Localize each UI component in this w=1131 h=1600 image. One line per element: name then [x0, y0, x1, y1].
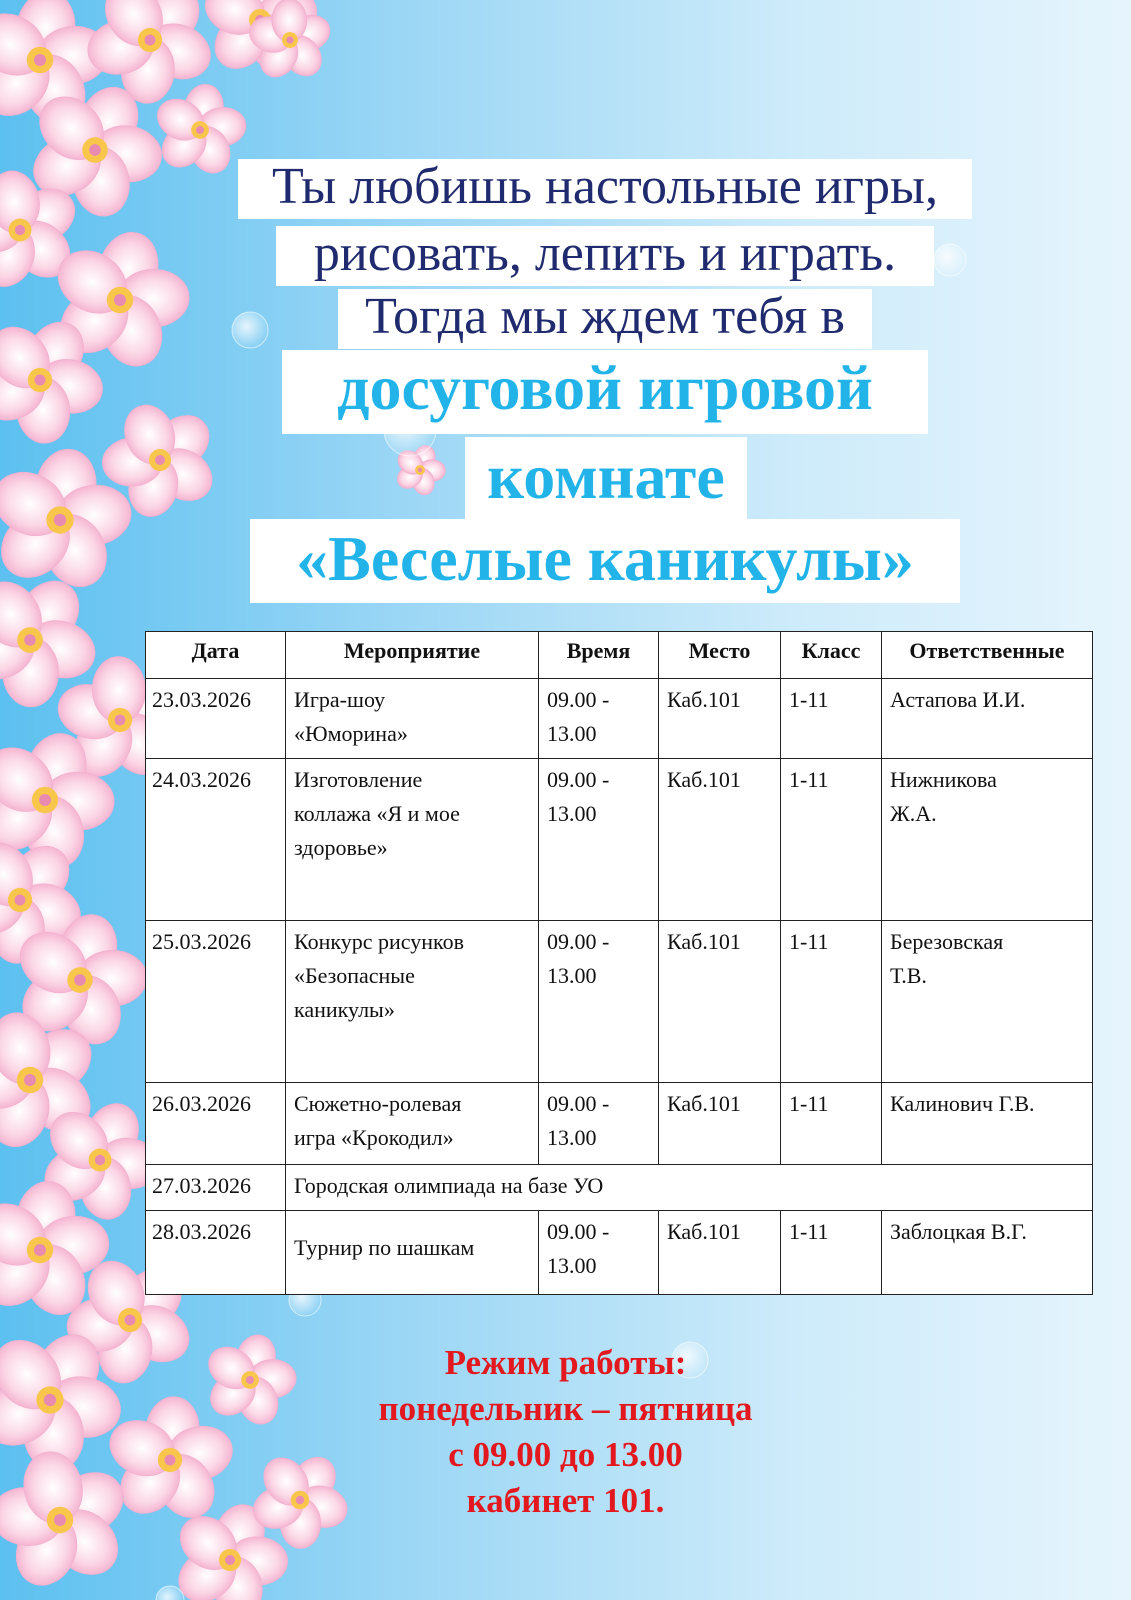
- cell-event-line: Изготовление: [294, 767, 423, 792]
- cell-event: [286, 921, 539, 1083]
- cell-responsible-line: Астапова И.И.: [890, 687, 1026, 712]
- cell-responsible: [882, 1211, 1093, 1295]
- table-row: [146, 679, 1093, 759]
- headline-line-3: Тогда мы ждем тебя в: [338, 289, 872, 349]
- table-row: [146, 1165, 1093, 1211]
- cell-event: [286, 1083, 539, 1165]
- cell-place: Каб.101: [659, 759, 781, 921]
- schedule-table: [145, 631, 1093, 1295]
- cell-time-line: 09.00 -: [547, 929, 610, 954]
- col-header-class: Класс: [781, 632, 882, 679]
- cell-place: Каб.101: [659, 679, 781, 759]
- table-row: [146, 1083, 1093, 1165]
- cell-event-line: Сюжетно-ролевая: [294, 1091, 462, 1116]
- cell-time: [539, 679, 659, 759]
- cell-time: [539, 1211, 659, 1295]
- working-hours-title: Режим работы:: [444, 1343, 687, 1382]
- cell-event: [286, 1211, 539, 1295]
- cell-time-line: 13.00: [547, 1253, 597, 1278]
- cell-time-line: 09.00 -: [547, 1219, 610, 1244]
- cell-event-line: Конкурс рисунков: [294, 929, 464, 954]
- cell-time-line: 09.00 -: [547, 687, 610, 712]
- cell-responsible-line: Заблоцкая В.Г.: [890, 1219, 1027, 1244]
- cell-responsible-line: Т.В.: [890, 963, 927, 988]
- cell-responsible: [882, 679, 1093, 759]
- cell-class: 1-11: [781, 1211, 882, 1295]
- cell-responsible: [882, 759, 1093, 921]
- cell-date: 26.03.2026: [146, 1083, 286, 1165]
- headline-line-2: рисовать, лепить и играть.: [276, 226, 934, 286]
- headline-line-1: Ты любишь настольные игры,: [238, 159, 972, 219]
- col-header-date: Дата: [146, 632, 286, 679]
- cell-time-line: 13.00: [547, 1125, 597, 1150]
- cell-class: 1-11: [781, 759, 882, 921]
- cell-merged-event: Городская олимпиада на базе УО: [286, 1165, 1093, 1211]
- cell-responsible: [882, 1083, 1093, 1165]
- cell-time: [539, 921, 659, 1083]
- cell-responsible-line: Ж.А.: [890, 801, 937, 826]
- cell-event-line: каникулы»: [294, 997, 395, 1022]
- col-header-place: Место: [659, 632, 781, 679]
- cell-time-line: 09.00 -: [547, 1091, 610, 1116]
- col-header-event: Мероприятие: [286, 632, 539, 679]
- headline-line-4: досуговой игровой: [282, 350, 928, 434]
- table-row: [146, 759, 1093, 921]
- working-time: с 09.00 до 13.00: [448, 1435, 683, 1474]
- cell-time-line: 13.00: [547, 963, 597, 988]
- cell-event-line: игра «Крокодил»: [294, 1125, 454, 1150]
- cell-event-line: Турнир по шашкам: [294, 1235, 475, 1260]
- cell-date: 25.03.2026: [146, 921, 286, 1083]
- cell-time: [539, 1083, 659, 1165]
- cell-date: 27.03.2026: [146, 1165, 286, 1211]
- cell-event-line: Игра-шоу: [294, 687, 386, 712]
- col-header-responsible: Ответственные: [882, 632, 1093, 679]
- headline-line-5: комнате: [465, 437, 747, 521]
- cell-date: 24.03.2026: [146, 759, 286, 921]
- table-row: [146, 1211, 1093, 1295]
- cell-event-line: здоровье»: [294, 835, 388, 860]
- cell-time: [539, 759, 659, 921]
- cell-place: Каб.101: [659, 1211, 781, 1295]
- cell-responsible-line: Калинович Г.В.: [890, 1091, 1035, 1116]
- working-days: понедельник – пятница: [378, 1389, 753, 1428]
- cell-class: 1-11: [781, 921, 882, 1083]
- headline: [0, 0, 1131, 600]
- cell-event: [286, 759, 539, 921]
- cell-event-line: коллажа «Я и мое: [294, 801, 460, 826]
- cell-time-line: 09.00 -: [547, 767, 610, 792]
- cell-event-line: «Безопасные: [294, 963, 415, 988]
- cell-event: [286, 679, 539, 759]
- cell-time-line: 13.00: [547, 801, 597, 826]
- headline-title: «Веселые каникулы»: [250, 519, 960, 603]
- table-row: [146, 921, 1093, 1083]
- cell-class: 1-11: [781, 1083, 882, 1165]
- cell-responsible-line: Березовская: [890, 929, 1004, 954]
- room-number: кабинет 101.: [466, 1481, 665, 1520]
- cell-event-line: «Юморина»: [294, 721, 408, 746]
- cell-responsible-line: Нижникова: [890, 767, 997, 792]
- cell-date: 23.03.2026: [146, 679, 286, 759]
- col-header-time: Время: [539, 632, 659, 679]
- table-header-row: [146, 632, 1093, 679]
- cell-time-line: 13.00: [547, 721, 597, 746]
- working-hours: [0, 1340, 1131, 1524]
- cell-responsible: [882, 921, 1093, 1083]
- cell-class: 1-11: [781, 679, 882, 759]
- cell-date: 28.03.2026: [146, 1211, 286, 1295]
- cell-place: Каб.101: [659, 1083, 781, 1165]
- cell-place: Каб.101: [659, 921, 781, 1083]
